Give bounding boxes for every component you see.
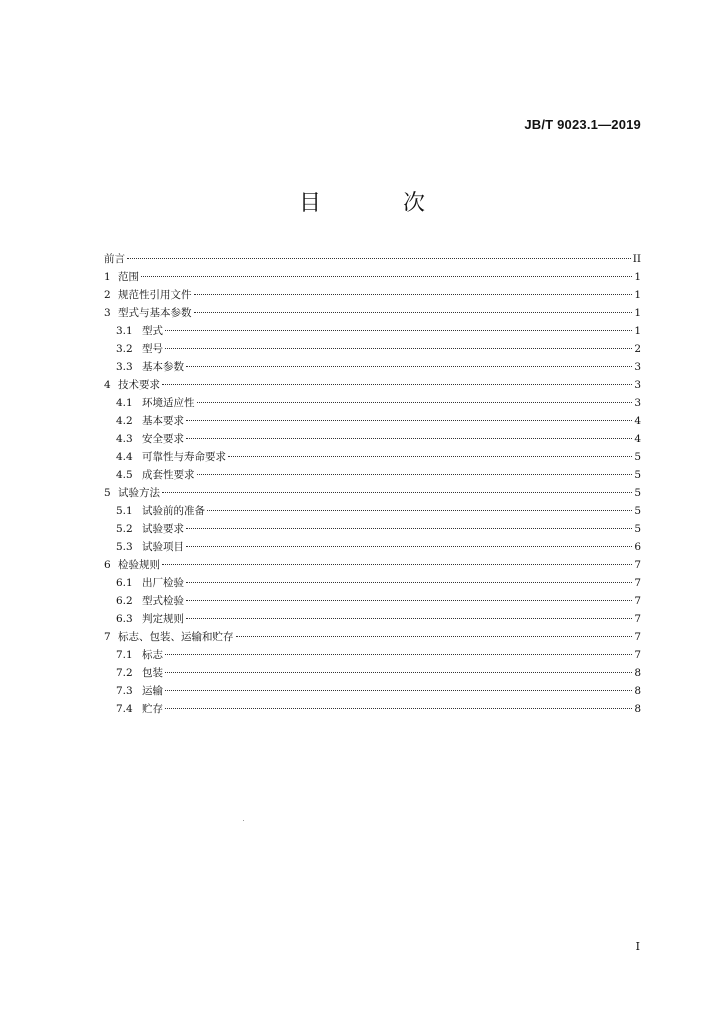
toc-entry-title: 型式与基本参数 bbox=[118, 307, 192, 319]
dot-leader bbox=[127, 258, 631, 259]
dot-leader bbox=[165, 654, 632, 655]
toc-entry-number: 3 bbox=[104, 307, 111, 319]
toc-entry-page: 3 bbox=[634, 397, 641, 409]
toc-entry[interactable] bbox=[104, 286, 641, 304]
dot-leader bbox=[197, 474, 633, 475]
toc-entry-title: 规范性引用文件 bbox=[118, 289, 192, 301]
toc-entry-number: 4.4 bbox=[116, 451, 133, 463]
page-number: I bbox=[635, 940, 640, 953]
toc-entry[interactable] bbox=[104, 268, 641, 286]
toc-entry[interactable] bbox=[104, 376, 641, 394]
dot-leader bbox=[197, 402, 633, 403]
dot-leader bbox=[194, 294, 633, 295]
toc-entry[interactable] bbox=[104, 358, 641, 376]
toc-entry-title: 贮存 bbox=[142, 703, 163, 715]
toc-entry-page: 5 bbox=[634, 505, 641, 517]
dot-leader bbox=[165, 348, 632, 349]
dot-leader bbox=[162, 564, 632, 565]
toc-title: 目 次 bbox=[298, 191, 455, 216]
dot-leader bbox=[186, 546, 632, 547]
toc-entry-page: 8 bbox=[634, 703, 641, 715]
toc-entry-title: 试验项目 bbox=[142, 541, 184, 553]
toc-entry-number: 7.4 bbox=[116, 703, 133, 715]
toc-entry-title: 基本参数 bbox=[142, 361, 184, 373]
table-of-contents bbox=[104, 250, 641, 718]
toc-entry-number: 4.5 bbox=[116, 469, 133, 481]
toc-entry[interactable] bbox=[104, 682, 641, 700]
dot-leader bbox=[186, 420, 632, 421]
toc-entry-page: 1 bbox=[634, 325, 641, 337]
dot-leader bbox=[165, 672, 632, 673]
toc-entry-number: 1 bbox=[104, 271, 111, 283]
toc-entry[interactable] bbox=[104, 340, 641, 358]
toc-entry-page: 8 bbox=[634, 685, 641, 697]
toc-entry-title: 标志、包装、运输和贮存 bbox=[118, 631, 234, 643]
toc-entry-title: 技术要求 bbox=[118, 379, 160, 391]
toc-entry[interactable] bbox=[104, 520, 641, 538]
toc-entry[interactable] bbox=[104, 556, 641, 574]
toc-entry-title: 试验前的准备 bbox=[142, 505, 205, 517]
toc-entry-number: 3.2 bbox=[116, 343, 133, 355]
toc-entry-number: 3.3 bbox=[116, 361, 133, 373]
toc-entry-title: 试验要求 bbox=[142, 523, 184, 535]
toc-entry-page: 1 bbox=[634, 307, 641, 319]
toc-entry[interactable] bbox=[104, 430, 641, 448]
toc-entry-page: 7 bbox=[634, 577, 641, 589]
dot-leader bbox=[165, 708, 632, 709]
toc-entry-number: 4.1 bbox=[116, 397, 133, 409]
toc-entry-title: 出厂检验 bbox=[142, 577, 184, 589]
toc-entry-number: 5.3 bbox=[116, 541, 133, 553]
toc-entry-number: 7.2 bbox=[116, 667, 133, 679]
toc-entry-title: 环境适应性 bbox=[142, 397, 195, 409]
toc-entry-number: 4 bbox=[104, 379, 111, 391]
toc-entry[interactable] bbox=[104, 592, 641, 610]
scan-speck bbox=[243, 820, 244, 821]
toc-entry-page: 3 bbox=[634, 361, 641, 373]
toc-entry-number: 4.2 bbox=[116, 415, 133, 427]
dot-leader bbox=[186, 438, 632, 439]
toc-entry-page: 7 bbox=[634, 613, 641, 625]
toc-entry-title: 型号 bbox=[142, 343, 163, 355]
dot-leader bbox=[194, 312, 633, 313]
toc-entry-number: 5.2 bbox=[116, 523, 133, 535]
toc-entry[interactable] bbox=[104, 538, 641, 556]
toc-entry-number: 2 bbox=[104, 289, 111, 301]
toc-entry-page: 5 bbox=[634, 469, 641, 481]
toc-entry-number: 7 bbox=[104, 631, 111, 643]
toc-entry-page: 6 bbox=[634, 541, 641, 553]
toc-entry-title: 型式检验 bbox=[142, 595, 184, 607]
toc-entry[interactable] bbox=[104, 466, 641, 484]
toc-entry-number: 6.1 bbox=[116, 577, 133, 589]
toc-entry-page: 7 bbox=[634, 631, 641, 643]
dot-leader bbox=[186, 600, 632, 601]
dot-leader bbox=[207, 510, 632, 511]
toc-entry-title: 检验规则 bbox=[118, 559, 160, 571]
toc-entry-number: 6 bbox=[104, 559, 111, 571]
toc-entry-page: 4 bbox=[634, 433, 641, 445]
toc-entry-title: 包装 bbox=[142, 667, 163, 679]
toc-entry-number: 7.3 bbox=[116, 685, 133, 697]
toc-entry-number: 4.3 bbox=[116, 433, 133, 445]
toc-entry[interactable] bbox=[104, 646, 641, 664]
toc-entry[interactable] bbox=[104, 700, 641, 718]
dot-leader bbox=[228, 456, 632, 457]
toc-entry-page: 3 bbox=[634, 379, 641, 391]
toc-entry-page: II bbox=[632, 253, 641, 265]
toc-entry-page: 5 bbox=[634, 487, 641, 499]
toc-entry-page: 7 bbox=[634, 649, 641, 661]
toc-entry-title: 安全要求 bbox=[142, 433, 184, 445]
toc-entry[interactable] bbox=[104, 394, 641, 412]
dot-leader bbox=[141, 276, 632, 277]
toc-entry[interactable] bbox=[104, 610, 641, 628]
toc-entry[interactable] bbox=[104, 664, 641, 682]
toc-entry-number: 5 bbox=[104, 487, 111, 499]
toc-entry-title: 试验方法 bbox=[118, 487, 160, 499]
toc-entry[interactable] bbox=[104, 412, 641, 430]
toc-entry-page: 4 bbox=[634, 415, 641, 427]
dot-leader bbox=[165, 330, 632, 331]
dot-leader bbox=[162, 384, 632, 385]
toc-entry[interactable] bbox=[104, 448, 641, 466]
toc-entry-title: 型式 bbox=[142, 325, 163, 337]
toc-entry-number: 7.1 bbox=[116, 649, 133, 661]
toc-entry-page: 1 bbox=[634, 271, 641, 283]
toc-entry-title: 范围 bbox=[118, 271, 139, 283]
toc-entry-number: 3.1 bbox=[116, 325, 133, 337]
toc-entry-title: 基本要求 bbox=[142, 415, 184, 427]
dot-leader bbox=[165, 690, 632, 691]
toc-entry-number: 6.3 bbox=[116, 613, 133, 625]
toc-entry-title: 判定规则 bbox=[142, 613, 184, 625]
toc-entry-title: 前言 bbox=[104, 253, 125, 265]
dot-leader bbox=[186, 366, 632, 367]
toc-entry-number: 6.2 bbox=[116, 595, 133, 607]
dot-leader bbox=[186, 618, 632, 619]
toc-entry-page: 5 bbox=[634, 451, 641, 463]
toc-entry-page: 8 bbox=[634, 667, 641, 679]
toc-entry-number: 5.1 bbox=[116, 505, 133, 517]
toc-entry-title: 运输 bbox=[142, 685, 163, 697]
toc-entry-page: 7 bbox=[634, 559, 641, 571]
toc-entry-page: 1 bbox=[634, 289, 641, 301]
toc-entry[interactable] bbox=[104, 304, 641, 322]
dot-leader bbox=[236, 636, 633, 637]
toc-entry[interactable] bbox=[104, 574, 641, 592]
document-code: JB/T 9023.1—2019 bbox=[524, 117, 641, 132]
toc-entry[interactable] bbox=[104, 484, 641, 502]
toc-entry-page: 2 bbox=[634, 343, 641, 355]
toc-entry-page: 7 bbox=[634, 595, 641, 607]
toc-entry-title: 标志 bbox=[142, 649, 163, 661]
toc-entry-title: 成套性要求 bbox=[142, 469, 195, 481]
toc-entry-page: 5 bbox=[634, 523, 641, 535]
dot-leader bbox=[162, 492, 632, 493]
toc-entry[interactable] bbox=[104, 628, 641, 646]
toc-entry[interactable] bbox=[104, 322, 641, 340]
toc-entry-title: 可靠性与寿命要求 bbox=[142, 451, 226, 463]
dot-leader bbox=[186, 582, 632, 583]
toc-entry[interactable] bbox=[104, 250, 641, 268]
toc-entry[interactable] bbox=[104, 502, 641, 520]
dot-leader bbox=[186, 528, 632, 529]
